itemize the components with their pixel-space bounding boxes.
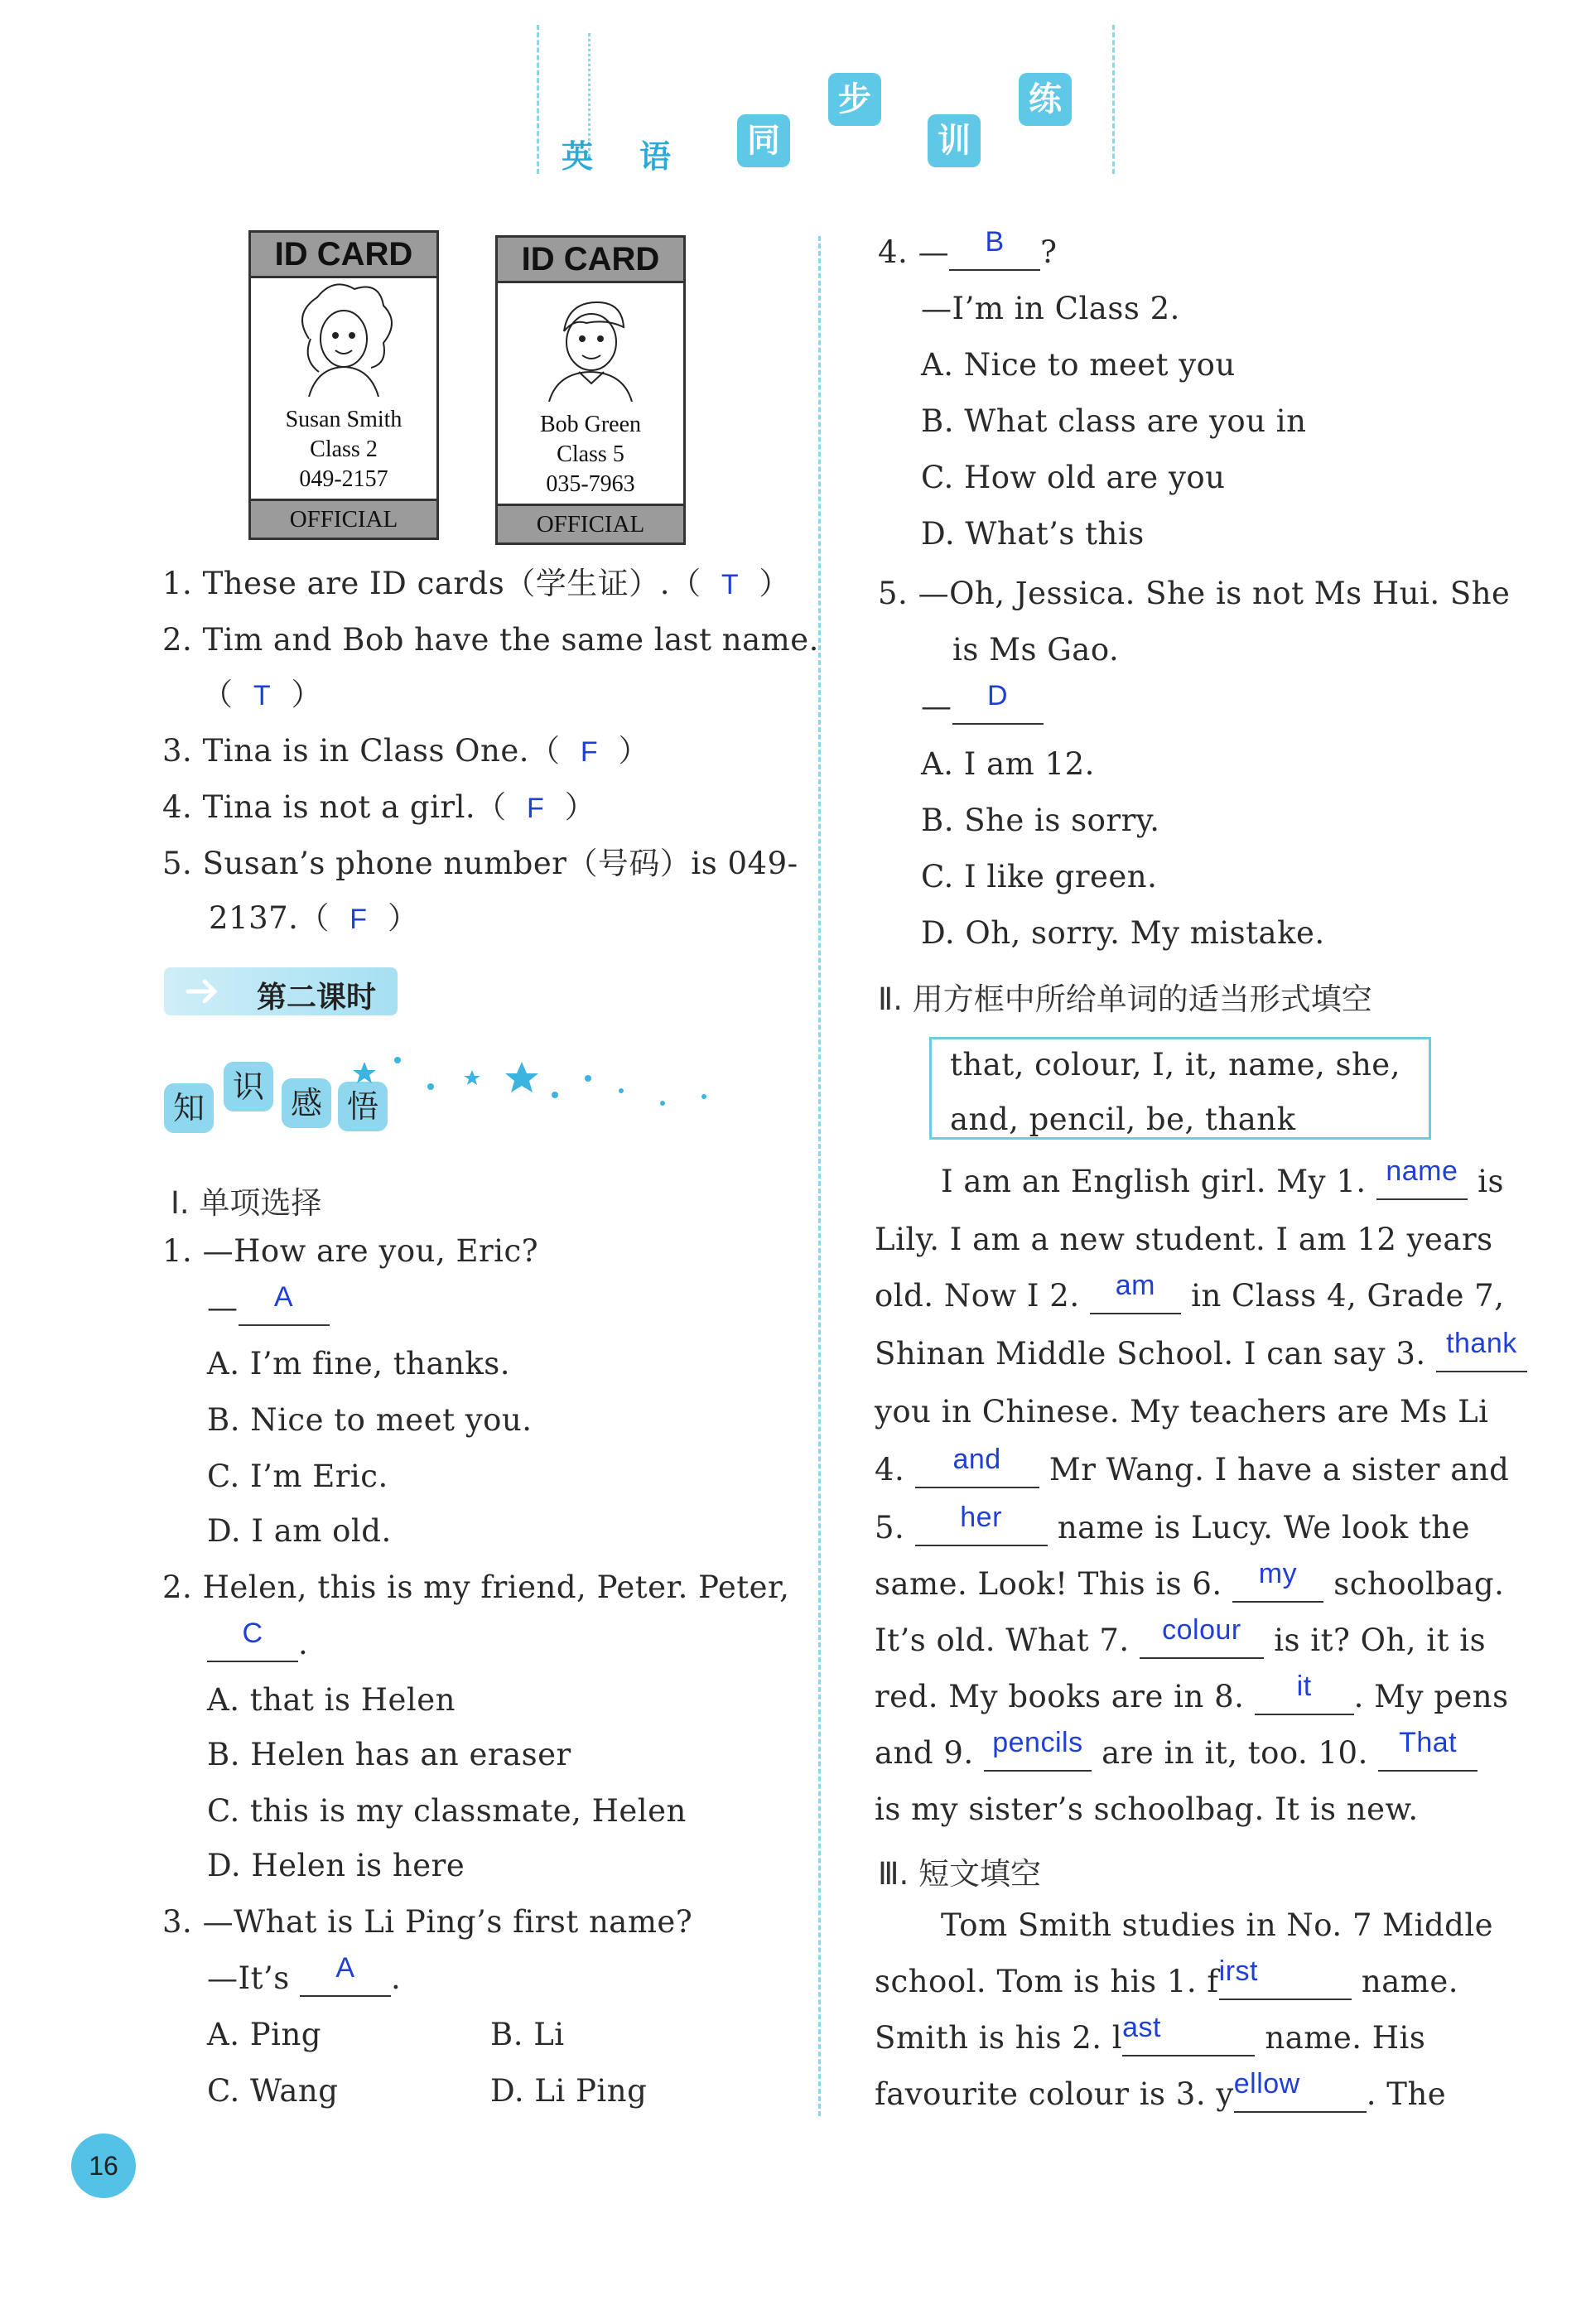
q3-stem: 3. —What is Li Ping’s first name? (162, 1904, 693, 1940)
knowledge-char-3: 感 (282, 1078, 331, 1128)
answer: A (335, 1952, 355, 1984)
girl-portrait-icon (251, 281, 436, 397)
answer: D (986, 680, 1009, 711)
q5-option-a: A. I am 12. (921, 746, 1095, 782)
card-name: Bob Green (539, 412, 642, 437)
s2-line-9: It’s old. What 7. colour is it? Oh, it is (875, 1614, 1487, 1658)
answer: F (527, 793, 545, 824)
card-phone: 049-2157 (299, 466, 388, 492)
q4-response: —I’m in Class 2. (921, 291, 1180, 326)
q1-option-c: C. I’m Eric. (207, 1459, 388, 1494)
header-badge-4: 练 (1019, 73, 1072, 126)
boy-portrait-icon (498, 286, 683, 402)
section-2-title: Ⅱ. 用方框中所给单词的适当形式填空 (878, 981, 1372, 1017)
q1-option-a: A. I’m fine, thanks. (207, 1346, 510, 1381)
answer: am (1115, 1270, 1155, 1301)
answer: T (721, 569, 740, 600)
tf-item-4: 4. Tina is not a girl.（ F ） (162, 789, 596, 825)
answer: irst (1218, 1955, 1258, 1987)
lesson-banner (164, 967, 398, 1015)
q2-option-c: C. this is my classmate, Helen (207, 1793, 687, 1829)
word-box-line-2: and, pencil, be, thank (950, 1102, 1296, 1137)
section-1-title: Ⅰ. 单项选择 (171, 1185, 322, 1221)
answer: my (1258, 1558, 1298, 1589)
tf-item-5-cont: 2137.（ F ） (209, 900, 419, 936)
id-card-susan (248, 230, 439, 540)
s2-line-11: and 9. pencils are in it, too. 10. That (875, 1738, 1478, 1772)
q2-stem: 2. Helen, this is my friend, Peter. Peter, (162, 1569, 790, 1605)
q4-option-c: C. How old are you (921, 460, 1226, 495)
q4-option-b: B. What class are you in (921, 403, 1307, 439)
card-class: Class 2 (310, 436, 378, 462)
tf-item-1: 1. These are ID cards（学生证）.（ T ） (162, 566, 790, 601)
q5-answer-line: — D (921, 691, 1044, 725)
card-name: Susan Smith (285, 407, 403, 432)
id-card-title: ID CARD (251, 233, 436, 278)
s2-line-2: Lily. I am a new student. I am 12 years (875, 1222, 1493, 1257)
answer: ellow (1233, 2068, 1300, 2100)
header-badge-3: 训 (928, 114, 981, 167)
knowledge-char-1: 知 (164, 1083, 214, 1133)
q1-option-b: B. Nice to meet you. (207, 1402, 533, 1438)
answer: colour (1162, 1614, 1241, 1646)
id-card-footer: OFFICIAL (498, 504, 683, 542)
s2-line-7: 5. her name is Lucy. We look the (875, 1502, 1471, 1545)
s2-line-8: same. Look! This is 6. my schoolbag. (875, 1558, 1505, 1602)
s2-line-10: red. My books are in 8. it . My pens (875, 1671, 1509, 1714)
header-subject-2: 语 (639, 138, 672, 175)
answer: and (952, 1444, 1001, 1475)
tf-item-2-cont: （ T ） (202, 677, 322, 712)
q5-option-d: D. Oh, sorry. My mistake. (921, 915, 1325, 951)
word-box-line-1: that, colour, I, it, name, she, (950, 1047, 1400, 1082)
id-card-footer: OFFICIAL (251, 499, 436, 538)
answer: it (1296, 1671, 1312, 1702)
header-badge-1: 同 (737, 114, 790, 167)
s2-line-3: old. Now I 2. am in Class 4, Grade 7, (875, 1270, 1505, 1314)
answer: pencils (992, 1727, 1083, 1758)
column-divider (818, 236, 821, 2116)
s2-line-1: I am an English girl. My 1. name is (941, 1155, 1504, 1199)
tf-item-5: 5. Susan’s phone number（号码）is 049- (162, 846, 798, 881)
q2-option-a: A. that is Helen (207, 1682, 456, 1718)
knowledge-char-2: 识 (224, 1062, 273, 1111)
answer: thank (1446, 1328, 1517, 1359)
arrow-right-icon (184, 975, 225, 1008)
answer: A (273, 1281, 294, 1313)
tf-item-3: 3. Tina is in Class One.（ F ） (162, 733, 650, 769)
tf-item-2: 2. Tim and Bob have the same last name. (162, 622, 819, 658)
answer: her (960, 1502, 1002, 1533)
section-3-title: Ⅲ. 短文填空 (878, 1856, 1042, 1892)
q4-stem: 4. — B ? (878, 226, 1058, 270)
q1-option-d: D. I am old. (207, 1513, 392, 1549)
word-box (929, 1037, 1431, 1140)
header-divider-left (537, 25, 539, 174)
q2-option-d: D. Helen is here (207, 1848, 465, 1883)
id-card-info (251, 405, 436, 494)
header-divider-right (1112, 25, 1115, 174)
q1-answer-line: — A (207, 1292, 330, 1326)
q5-stem-cont: is Ms Gao. (952, 632, 1120, 668)
q5-option-c: C. I like green. (921, 859, 1158, 894)
s3-line-4: favourite colour is 3. yellow . The (875, 2068, 1447, 2112)
header-badge-2: 步 (828, 73, 881, 126)
stars-decoration-icon (348, 1045, 729, 1128)
s3-line-2: school. Tom is his 1. first name. (875, 1955, 1459, 1999)
q5-stem: 5. —Oh, Jessica. She is not Ms Hui. She (878, 576, 1511, 611)
s3-line-3: Smith is his 2. last name. His (875, 2012, 1426, 2056)
q2-option-b: B. Helen has an eraser (207, 1737, 571, 1772)
q3-option-d: D. Li Ping (490, 2073, 648, 2109)
answer: ast (1122, 2012, 1161, 2043)
q3-answer-line: —It’s A . (207, 1952, 402, 1996)
s2-line-12: is my sister’s schoolbag. It is new. (875, 1791, 1419, 1827)
knowledge-char-4: 悟 (338, 1082, 388, 1131)
id-card-title: ID CARD (498, 238, 683, 283)
answer: name (1386, 1155, 1458, 1187)
s2-line-5: you in Chinese. My teachers are Ms Li (875, 1394, 1489, 1430)
q3-option-b: B. Li (490, 2017, 565, 2052)
header-subject-1: 英 (562, 138, 594, 175)
s2-line-6: 4. and Mr Wang. I have a sister and (875, 1444, 1510, 1487)
s2-line-4: Shinan Middle School. I can say 3. thank (875, 1338, 1527, 1372)
q3-option-c: C. Wang (207, 2073, 339, 2109)
answer: F (580, 736, 599, 768)
answer: B (985, 226, 1005, 258)
q2-answer-line: C . (207, 1628, 308, 1662)
q3-option-a: A. Ping (207, 2017, 321, 2052)
card-phone: 035-7963 (546, 471, 635, 497)
answer: T (253, 680, 272, 711)
answer: F (349, 904, 368, 935)
page-number: 16 (71, 2134, 136, 2198)
card-class: Class 5 (557, 441, 624, 467)
q5-option-b: B. She is sorry. (921, 803, 1160, 838)
answer: That (1399, 1727, 1458, 1758)
lesson-title: 第二课时 (257, 981, 377, 1015)
q1-stem: 1. —How are you, Eric? (162, 1233, 539, 1269)
id-card-info (498, 410, 683, 499)
q4-option-a: A. Nice to meet you (921, 347, 1236, 383)
q4-option-d: D. What’s this (921, 516, 1145, 552)
s3-line-1: Tom Smith studies in No. 7 Middle (941, 1907, 1494, 1943)
id-card-bob (495, 235, 686, 545)
answer: C (242, 1618, 263, 1649)
